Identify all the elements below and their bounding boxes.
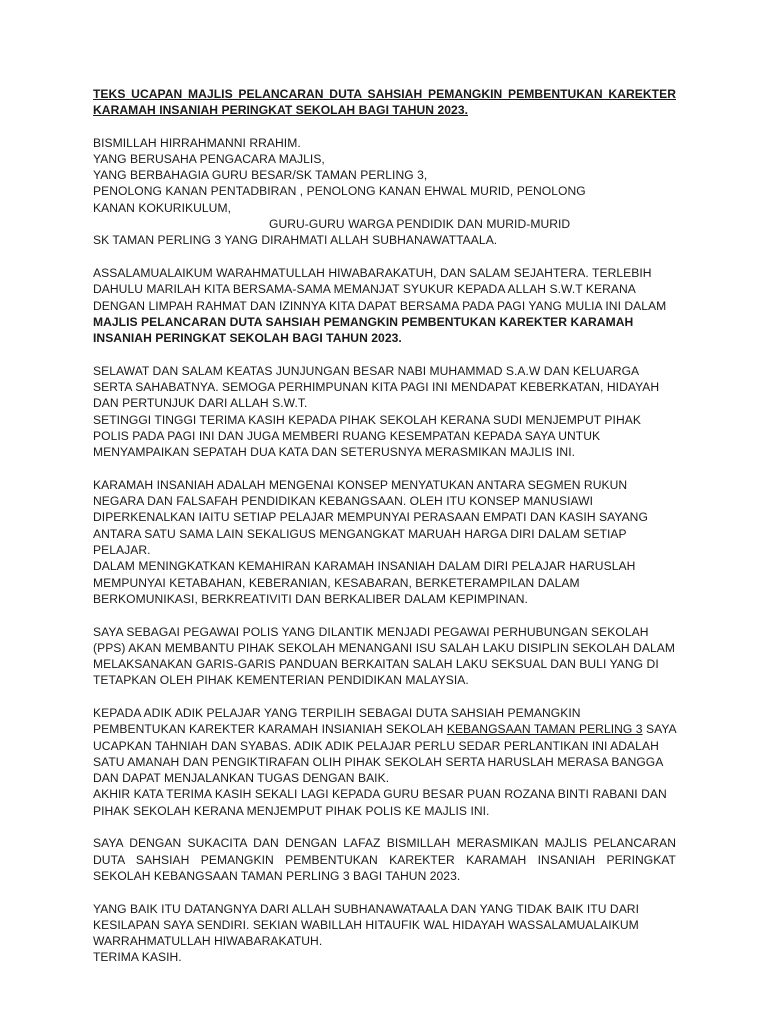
greeting-line: GURU-GURU WARGA PENDIDIK DAN MURID-MURID bbox=[269, 217, 571, 232]
adik-text-end: SAYA UCAPKAN TAHNIAH DAN SYABAS. ADIK ADIK PELAJAR PERLU SEDAR PERLANTIKAN INI ADALAH SATU AMANAH DAN PENGIKTIRAFAN OLIH PIHAK SEKOLAH SERTA HARUSLAH MERASA BANGGA DAN DAPAT MENJALANKAN TUGAS DENGAN BAIK. bbox=[93, 722, 676, 786]
document-title: TEKS UCAPAN MAJLIS PELANCARAN DUTA SAHSIAH PEMANGKIN PEMBENTUKAN KAREKTER KARAMAH INSANIAH PERINGKAT SEKOLAH BAGI TAHUN 2023. bbox=[93, 87, 676, 118]
adik-paragraph bbox=[93, 705, 676, 786]
greeting-line: SK TAMAN PERLING 3 YANG DIRAHMATI ALLAH SUBHANAWATTAALA. bbox=[93, 233, 498, 248]
greeting-line: BISMILLAH HIRRAHMANNI RRAHIM. bbox=[93, 135, 301, 150]
polis-paragraph: SAYA SEBAGAI PEGAWAI POLIS YANG DILANTIK MENJADI PEGAWAI PERHUBUNGAN SEKOLAH (PPS) AKAN MEMBANTU PIHAK SEKOLAH MENANGANI ISU SALAH LAKU DISIPLIN SEKOLAH DALAM MELAKSANAKAN GARIS-GARIS PANDUAN BERKAITAN SALAH LAKU SEKSUAL DAN BULI YANG DI TETAPKAN OLEH PIHAK KEMENTERIAN PENDIDIKAN MALAYSIA. bbox=[93, 624, 676, 688]
terima-kasih: TERIMA KASIH. bbox=[93, 950, 182, 965]
greetings-block bbox=[93, 135, 676, 249]
kemahiran-paragraph: DALAM MENINGKATKAN KEMAHIRAN KARAMAH INSANIAH DALAM DIRI PELAJAR HARUSLAH MEMPUNYAI KETABAHAN, KEBERANIAN, KESABARAN, BERKETERAMPILAN DALAM BERKOMUNIKASI, BERKREATIVITI DAN BERKALIBER DALAM KEPIMPINAN. bbox=[93, 559, 636, 606]
greeting-line: PENOLONG KANAN PENTADBIRAN , PENOLONG KANAN EHWAL MURID, PENOLONG KANAN KOKURIKULUM, bbox=[93, 184, 586, 215]
selawat-paragraph: SELAWAT DAN SALAM KEATAS JUNJUNGAN BESAR NABI MUHAMMAD S.A.W DAN KELUARGA SERTA SAHABATNYA. SEMOGA PERHIMPUNAN KITA PAGI INI MENDAPAT KEBERKATAN, HIDAYAH DAN PERTUNJUK DARI ALLAH S.W.T. bbox=[93, 363, 660, 411]
greeting-line: YANG BERBAHAGIA GURU BESAR/SK TAMAN PERLING 3, bbox=[93, 168, 428, 183]
karamah-paragraph: KARAMAH INSANIAH ADALAH MENGENAI KONSEP MENYATUKAN ANTARA SEGMEN RUKUN NEGARA DAN FALSAFAH PENDIDIKAN KEBANGSAAN. OLEH ITU KONSEP MANUSIAWI DIPERKENALKAN IAITU SETIAP PELAJAR MEMPUNYAI PERASAAN EMPATI DAN KASIH SAYANG ANTARA SATU SAMA LAIN SEKALIGUS MENGANGKAT MARUAH HARGA DIRI DALAM SETIAP PELAJAR. bbox=[93, 477, 648, 558]
adik-block bbox=[93, 705, 676, 819]
opening-text: ASSALAMUALAIKUM WARAHMATULLAH HIWABARAKATUH, DAN SALAM SEJAHTERA. TERLEBIH DAHULU MARILAH KITA BERSAMA-SAMA MEMANJAT SYUKUR KEPADA ALLAH S.W.T KERANA DENGAN LIMPAH RAHMAT DAN IZINNYA KITA DAPAT BERSAMA PADA PAGI YANG MULIA INI DALAM bbox=[93, 265, 667, 313]
closing-paragraph: YANG BAIK ITU DATANGNYA DARI ALLAH SUBHANAWATAALA DAN YANG TIDAK BAIK ITU DARI KESILAPAN SAYA SENDIRI. SEKIAN WABILLAH HITAUFIK WAL HIDAYAH WASSALAMUALAIKUM WARRAHMATULLAH HIWABARAKATUH. bbox=[93, 901, 639, 949]
greeting-line: YANG BERUSAHA PENGACARA MAJLIS, bbox=[93, 151, 325, 166]
adik-text-start: KEPADA ADIK ADIK PELAJAR YANG TERPILIH SEBAGAI DUTA SAHSIAH PEMANGKIN PEMBENTUKAN KAREKTER KARAMAH INSIANIAH SEKOLAH bbox=[93, 705, 581, 737]
rasmi-paragraph: SAYA DENGAN SUKACITA DAN DENGAN LAFAZ BISMILLAH MERASMIKAN MAJLIS PELANCARAN DUTA SAHSIAH PEMANGKIN PEMBENTUKAN KAREKTER KARAMAH INSANIAH PERINGKAT SEKOLAH KEBANGSAAN TAMAN PERLING 3 BAGI TAHUN 2023. bbox=[93, 836, 676, 883]
closing-block bbox=[93, 901, 676, 966]
opening-bold-event: MAJLIS PELANCARAN DUTA SAHSIAH PEMANGKIN PEMBENTUKAN KAREKTER KARAMAH INSANIAH PERINGKAT SEKOLAH BAGI TAHUN 2023. bbox=[93, 314, 634, 346]
selawat-block bbox=[93, 363, 676, 461]
school-name-underlined: KEBANGSAAN TAMAN PERLING 3 bbox=[446, 722, 643, 737]
akhir-kata-paragraph: AKHIR KATA TERIMA KASIH SEKALI LAGI KEPADA GURU BESAR PUAN ROZANA BINTI RABANI DAN PIHAK SEKOLAH KERANA MENJEMPUT PIHAK POLIS KE MAJLIS INI. bbox=[93, 787, 667, 818]
thanks-school-paragraph: SETINGGI TINGGI TERIMA KASIH KEPADA PIHAK SEKOLAH KERANA SUDI MENJEMPUT PIHAK POLIS PADA PAGI INI DAN JUGA MEMBERI RUANG KESEMPATAN KEPADA SAYA UNTUK MENYAMPAIKAN SEPATAH DUA KATA DAN SETERUSNYA MERASMIKAN MAJLIS INI. bbox=[93, 412, 641, 460]
speech-document bbox=[93, 86, 676, 982]
karamah-block bbox=[93, 477, 676, 607]
opening-paragraph bbox=[93, 265, 676, 346]
